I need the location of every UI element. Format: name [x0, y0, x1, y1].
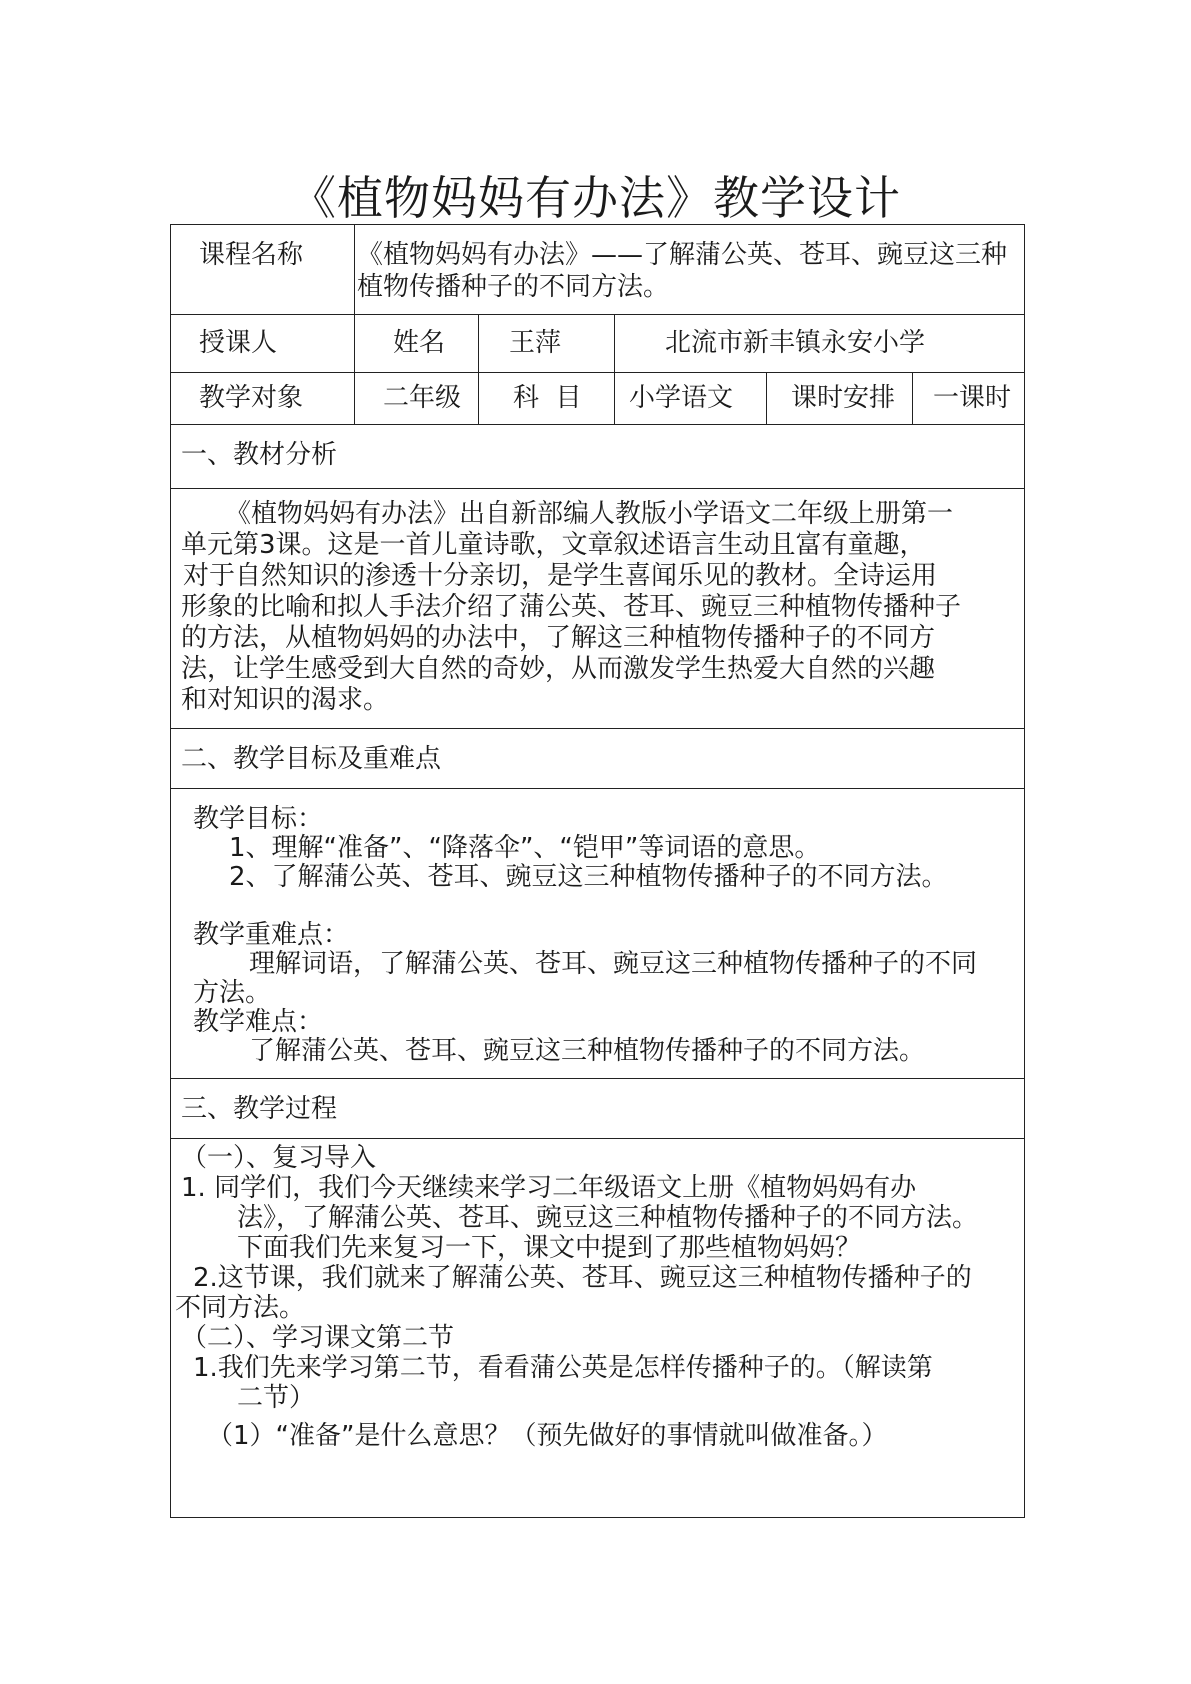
section1-line: 形象的比喻和拟人手法介绍了蒲公英、苍耳、豌豆三种植物传播种子 [181, 592, 962, 622]
lesson-plan-table [170, 224, 1025, 1518]
objective-item: 1、理解“准备”、“降落伞”、“铠甲”等词语的意思。 [229, 833, 821, 863]
course-line-2: 植物传播种子的不同方法。 [357, 272, 670, 302]
target-value-cell [355, 373, 479, 424]
name-label-cell [355, 315, 479, 372]
section3-body-row [171, 1139, 1024, 1517]
teacher-label: 授课人 [199, 328, 278, 358]
course-label: 课程名称 [199, 240, 304, 270]
period-label-cell [767, 373, 913, 424]
process-line: 1. 同学们，我们今天继续来学习二年级语文上册《植物妈妈有办 [181, 1173, 917, 1203]
objectives-label: 教学目标： [193, 804, 324, 834]
process-line: 二节） [237, 1383, 316, 1413]
target-row [171, 373, 1024, 425]
section2-heading: 二、教学目标及重难点 [181, 744, 442, 774]
section1-paragraph [181, 499, 1014, 716]
subject-label: 科 目 [513, 383, 582, 413]
objective-item: 2、了解蒲公英、苍耳、豌豆这三种植物传播种子的不同方法。 [229, 862, 948, 892]
process-line: 法》，了解蒲公英、苍耳、豌豆这三种植物传播种子的不同方法。 [237, 1203, 979, 1233]
period-value: 一课时 [933, 383, 1012, 413]
period-value-cell [913, 373, 1024, 424]
course-row [171, 225, 1024, 315]
section3-heading-row [171, 1079, 1024, 1139]
key-points-label: 教学重难点： [193, 920, 350, 950]
section1-body-row [171, 489, 1024, 729]
target-label: 教学对象 [199, 383, 304, 413]
process-line: 不同方法。 [175, 1293, 306, 1323]
target-value: 二年级 [383, 383, 462, 413]
course-label-cell [171, 225, 355, 314]
course-line-1: 《植物妈妈有办法》——了解蒲公英、苍耳、豌豆这三种 [357, 240, 1008, 270]
subsection-heading: （二）、学习课文第二节 [181, 1323, 455, 1353]
process-line: 1.我们先来学习第二节，看看蒲公英是怎样传播种子的。（解读第 [193, 1353, 933, 1383]
school-cell [615, 315, 1024, 372]
name-value-cell [479, 315, 615, 372]
teacher-row [171, 315, 1024, 373]
school-name: 北流市新丰镇永安小学 [665, 328, 926, 358]
section3-heading: 三、教学过程 [181, 1094, 338, 1124]
subsection-heading: （一）、复习导入 [181, 1143, 377, 1173]
section2-heading-row [171, 729, 1024, 789]
key-points-text: 方法。 [193, 978, 272, 1008]
name-value: 王萍 [509, 328, 562, 358]
subject-label-cell [479, 373, 615, 424]
section2-body-row [171, 789, 1024, 1079]
course-value-cell [355, 225, 1024, 314]
subject-value: 小学语文 [629, 383, 734, 413]
section1-heading-row [171, 425, 1024, 489]
target-label-cell [171, 373, 355, 424]
section1-line: 的方法，从植物妈妈的办法中，了解这三种植物传播种子的不同方 [181, 623, 936, 653]
subject-value-cell [615, 373, 767, 424]
blank-line [181, 892, 1014, 921]
section2-paragraph [181, 805, 1014, 1066]
document-title: 《植物妈妈有办法》教学设计 [290, 171, 901, 225]
section1-line: 《植物妈妈有办法》出自新部编人教版小学语文二年级上册第一 [225, 499, 954, 529]
section1-line: 法，让学生感受到大自然的奇妙，从而激发学生热爱大自然的兴趣 [181, 654, 936, 684]
difficulty-text: 了解蒲公英、苍耳、豌豆这三种植物传播种子的不同方法。 [249, 1036, 926, 1066]
section1-line: 和对知识的渴求。 [181, 685, 390, 715]
process-line: 下面我们先来复习一下，课文中提到了那些植物妈妈？ [237, 1233, 862, 1263]
teacher-label-cell [171, 315, 355, 372]
process-line: 2.这节课，我们就来了解蒲公英、苍耳、豌豆这三种植物传播种子的 [193, 1263, 972, 1293]
period-label: 课时安排 [791, 383, 896, 413]
difficulty-label: 教学难点： [193, 1007, 324, 1037]
section1-line: 单元第3课。这是一首儿童诗歌，文章叙述语言生动且富有童趣， [181, 530, 926, 560]
section3-paragraph [175, 1143, 1014, 1451]
section1-heading: 一、教材分析 [181, 440, 338, 470]
key-points-text: 理解词语，了解蒲公英、苍耳、豌豆这三种植物传播种子的不同 [249, 949, 978, 979]
name-label: 姓名 [393, 328, 446, 358]
process-line: （1）“准备”是什么意思？（预先做好的事情就叫做准备。） [207, 1421, 888, 1451]
section1-line: 对于自然知识的渗透十分亲切，是学生喜闻乐见的教材。全诗运用 [183, 561, 938, 591]
